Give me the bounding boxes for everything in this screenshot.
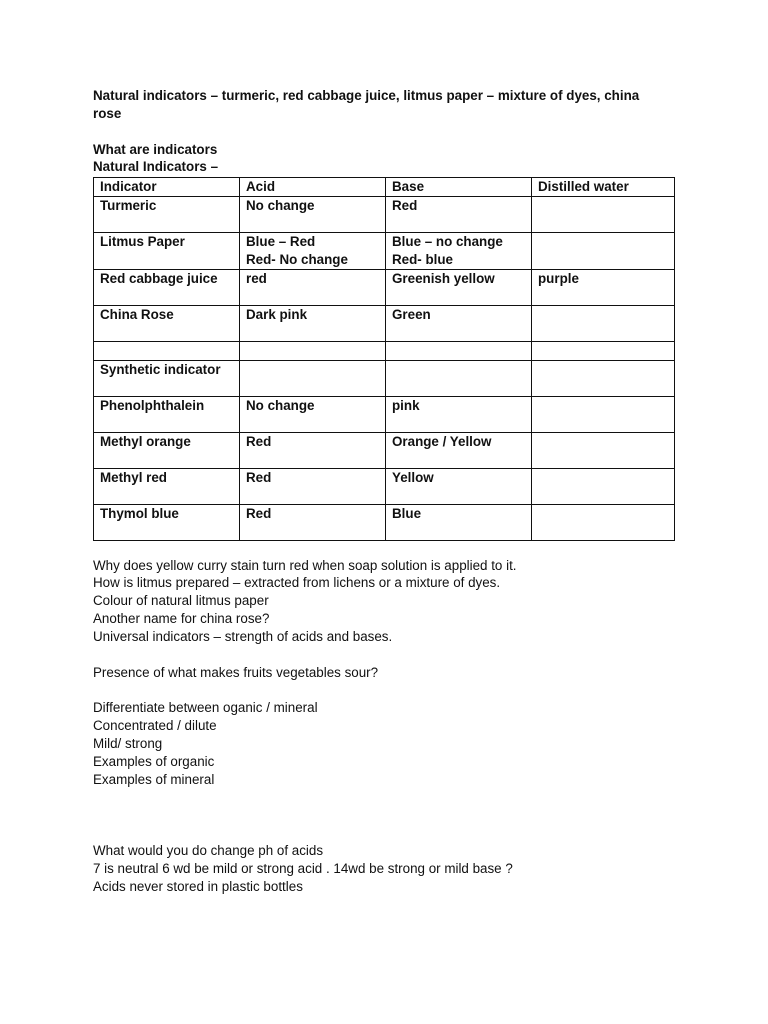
subheading-what-are-indicators: What are indicators (93, 141, 218, 157)
cell-water (532, 232, 675, 269)
cell-water (532, 305, 675, 341)
questions-block-4 (93, 842, 683, 895)
question-line: How is litmus prepared – extracted from lichens or a mixture of dyes. (93, 575, 501, 591)
table-row (94, 468, 675, 504)
cell-indicator: Turmeric (94, 196, 240, 232)
cell-line: No change (246, 197, 315, 213)
header-indicator: Indicator (94, 178, 240, 197)
cell-base (386, 341, 532, 360)
cell-acid (240, 196, 386, 232)
cell-line: Blue (392, 505, 422, 521)
cell-line: Dark pink (246, 306, 308, 322)
question-line: Another name for china rose? (93, 610, 270, 626)
question-line: Differentiate between oganic / mineral (93, 700, 318, 716)
question-line: What would you do change ph of acids (93, 843, 324, 859)
indicator-table (93, 177, 675, 540)
cell-line: Blue – Red (246, 233, 316, 249)
cell-water (532, 196, 675, 232)
cell-acid (240, 360, 386, 396)
document-page (93, 87, 683, 896)
cell-indicator: Methyl orange (94, 432, 240, 468)
cell-base (386, 232, 532, 269)
cell-water (532, 432, 675, 468)
cell-indicator: Synthetic indicator (94, 360, 240, 396)
cell-line: Red- blue (392, 251, 454, 267)
spacer (93, 788, 683, 806)
table-row (94, 232, 675, 269)
cell-line: Red (392, 197, 418, 213)
cell-line: Red (246, 433, 272, 449)
question-line: Examples of organic (93, 753, 215, 769)
question-line: Presence of what makes fruits vegetables sour? (93, 664, 379, 680)
cell-line: Red- No change (246, 251, 348, 267)
cell-indicator: Methyl red (94, 468, 240, 504)
table-row (94, 432, 675, 468)
header-acid: Acid (240, 178, 386, 197)
cell-indicator: Thymol blue (94, 504, 240, 540)
cell-water (532, 360, 675, 396)
cell-indicator: China Rose (94, 305, 240, 341)
table-row (94, 396, 675, 432)
cell-acid (240, 468, 386, 504)
spacer (93, 646, 683, 664)
cell-base (386, 360, 532, 396)
cell-line: pink (392, 397, 420, 413)
header-base: Base (386, 178, 532, 197)
cell-base (386, 196, 532, 232)
cell-base (386, 305, 532, 341)
cell-line: Greenish yellow (392, 270, 495, 286)
question-line: 7 is neutral 6 wd be mild or strong acid . 14wd be strong or mild base ? (93, 861, 513, 877)
cell-indicator: Phenolphthalein (94, 396, 240, 432)
cell-line: Red (246, 505, 272, 521)
cell-acid (240, 341, 386, 360)
cell-line: Red (246, 469, 272, 485)
cell-indicator: Litmus Paper (94, 232, 240, 269)
table-row (94, 360, 675, 396)
table-row (94, 504, 675, 540)
cell-water (532, 341, 675, 360)
cell-acid (240, 504, 386, 540)
cell-line: Orange / Yellow (392, 433, 492, 449)
table-row (94, 305, 675, 341)
question-line: Concentrated / dilute (93, 718, 217, 734)
cell-acid (240, 396, 386, 432)
question-line: Colour of natural litmus paper (93, 593, 269, 609)
table-row (94, 341, 675, 360)
cell-water (532, 396, 675, 432)
cell-base (386, 468, 532, 504)
spacer (93, 681, 683, 699)
cell-water (532, 504, 675, 540)
cell-base (386, 432, 532, 468)
cell-acid (240, 305, 386, 341)
table-row (94, 196, 675, 232)
question-line: Universal indicators – strength of acids and bases. (93, 628, 393, 644)
cell-line: Blue – no change (392, 233, 503, 249)
cell-line: Green (392, 306, 431, 322)
cell-base (386, 396, 532, 432)
cell-acid (240, 269, 386, 305)
cell-acid (240, 232, 386, 269)
cell-base (386, 269, 532, 305)
question-line: Mild/ strong (93, 735, 163, 751)
document-title: Natural indicators – turmeric, red cabbage juice, litmus paper – mixture of dyes, china rose (93, 88, 640, 121)
question-line: Examples of mineral (93, 771, 215, 787)
cell-base (386, 504, 532, 540)
questions-block-3 (93, 699, 683, 788)
spacer (93, 806, 683, 824)
cell-line: No change (246, 397, 315, 413)
questions-block-1 (93, 557, 683, 646)
table-header-row (94, 178, 675, 197)
header-distilled-water: Distilled water (532, 178, 675, 197)
subheading-natural-indicators: Natural Indicators – (93, 159, 219, 175)
cell-line: Yellow (392, 469, 434, 485)
question-line: Why does yellow curry stain turn red when soap solution is applied to it. (93, 557, 517, 573)
spacer (93, 123, 683, 141)
cell-water: purple (532, 269, 675, 305)
cell-acid (240, 432, 386, 468)
table-row (94, 269, 675, 305)
cell-indicator: Red cabbage juice (94, 269, 240, 305)
cell-water (532, 468, 675, 504)
cell-line: red (246, 270, 267, 286)
spacer (93, 824, 683, 842)
cell-indicator (94, 341, 240, 360)
question-line: Acids never stored in plastic bottles (93, 878, 303, 894)
